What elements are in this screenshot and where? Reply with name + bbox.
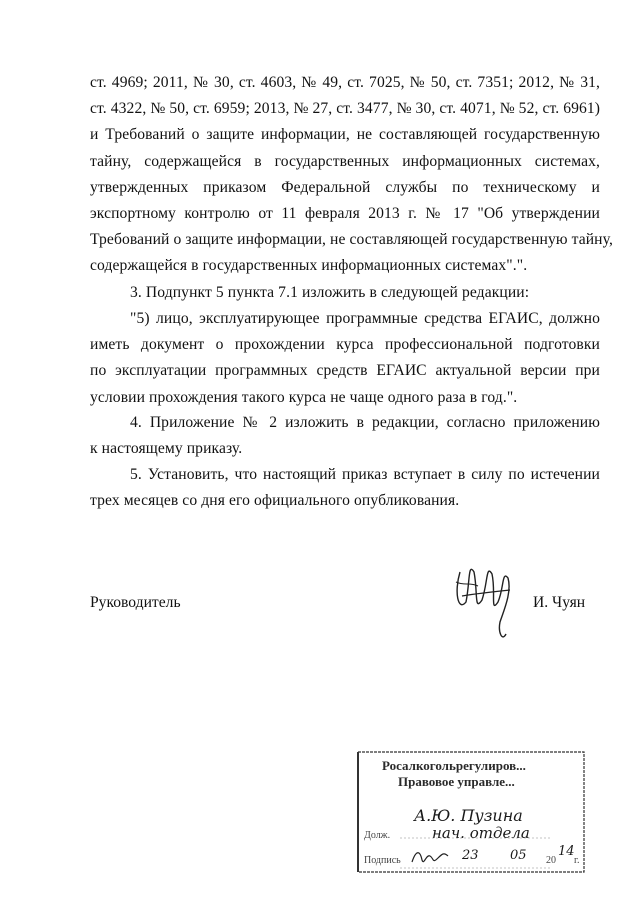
paragraph-item-3 <box>90 280 600 306</box>
paragraph-item-4 <box>90 410 600 462</box>
text-line: 5. Установить, что настоящий приказ вступает в силу по истечении <box>130 466 600 483</box>
text-line: трех месяцев со дня его официального опубликования. <box>90 492 460 510</box>
text-line: 4. Приложение № 2 изложить в редакции, согласно приложению <box>130 414 600 431</box>
stamp-handwritten-post: нач. отдела <box>432 824 530 842</box>
stamp-handwritten-name: А.Ю. Пузина <box>414 806 523 825</box>
text-line: по эксплуатации программных средств ЕГАИС актуальной версии при <box>90 362 600 380</box>
text-line: ст. 4969; 2011, № 30, ст. 4603, № 49, ст. 7025, № 50, ст. 7351; 2012, № 31, <box>90 74 600 91</box>
text-line: содержащейся в государственных информационных системах".". <box>90 257 528 275</box>
text-line: к настоящему приказу. <box>90 440 243 458</box>
text-line: 3. Подпункт 5 пункта 7.1 изложить в следующей редакции: <box>130 284 530 301</box>
paragraph-quoted-subpoint <box>90 306 600 411</box>
text-line: иметь документ о прохождении курса профессиональной подготовки <box>90 336 600 354</box>
text-line: ст. 4322, № 50, ст. 6959; 2013, № 27, ст. 3477, № 30, ст. 4071, № 52, ст. 6961) <box>90 100 601 118</box>
text-line: тайну, содержащейся в государственных информационных системах, <box>90 152 600 170</box>
text-line: условии прохождения такого курса не чаще одного раза в год.". <box>90 388 518 406</box>
stamp-signature-icon <box>410 846 450 868</box>
stamp-sign-label: Подпись <box>364 855 401 866</box>
stamp-year-prefix: 20 <box>546 855 556 866</box>
stamp-year-label: г. <box>574 855 580 866</box>
stamp-organization: Росалкогольрегулиров... <box>382 758 526 773</box>
stamp-year-suffix: 14 <box>558 844 575 859</box>
signatory-name: И. Чуян <box>533 594 586 611</box>
stamp-department: Правовое управле... <box>398 774 515 789</box>
paragraph-item-5 <box>90 462 600 514</box>
text-line: Требований о защите информации, не составляющей государственную тайну, <box>90 231 613 249</box>
signatory-position: Руководитель <box>90 594 181 611</box>
approval-stamp <box>352 750 588 875</box>
text-line: экспортному контролю от 11 февраля 2013 г. № 17 "Об утверждении <box>90 205 600 223</box>
stamp-date-day: 23 <box>462 848 479 863</box>
stamp-date-month: 05 <box>510 848 527 863</box>
text-line: и Требований о защите информации, не составляющей государственную <box>90 126 600 144</box>
handwritten-signature-icon <box>440 552 530 647</box>
text-line: утвержденных приказом Федеральной службы по техническому и <box>90 178 600 196</box>
text-line: "5) лицо, эксплуатирующее программные средства ЕГАИС, должно <box>130 310 600 327</box>
paragraph-continuation <box>90 70 613 280</box>
stamp-post-label: Долж. <box>364 830 391 841</box>
